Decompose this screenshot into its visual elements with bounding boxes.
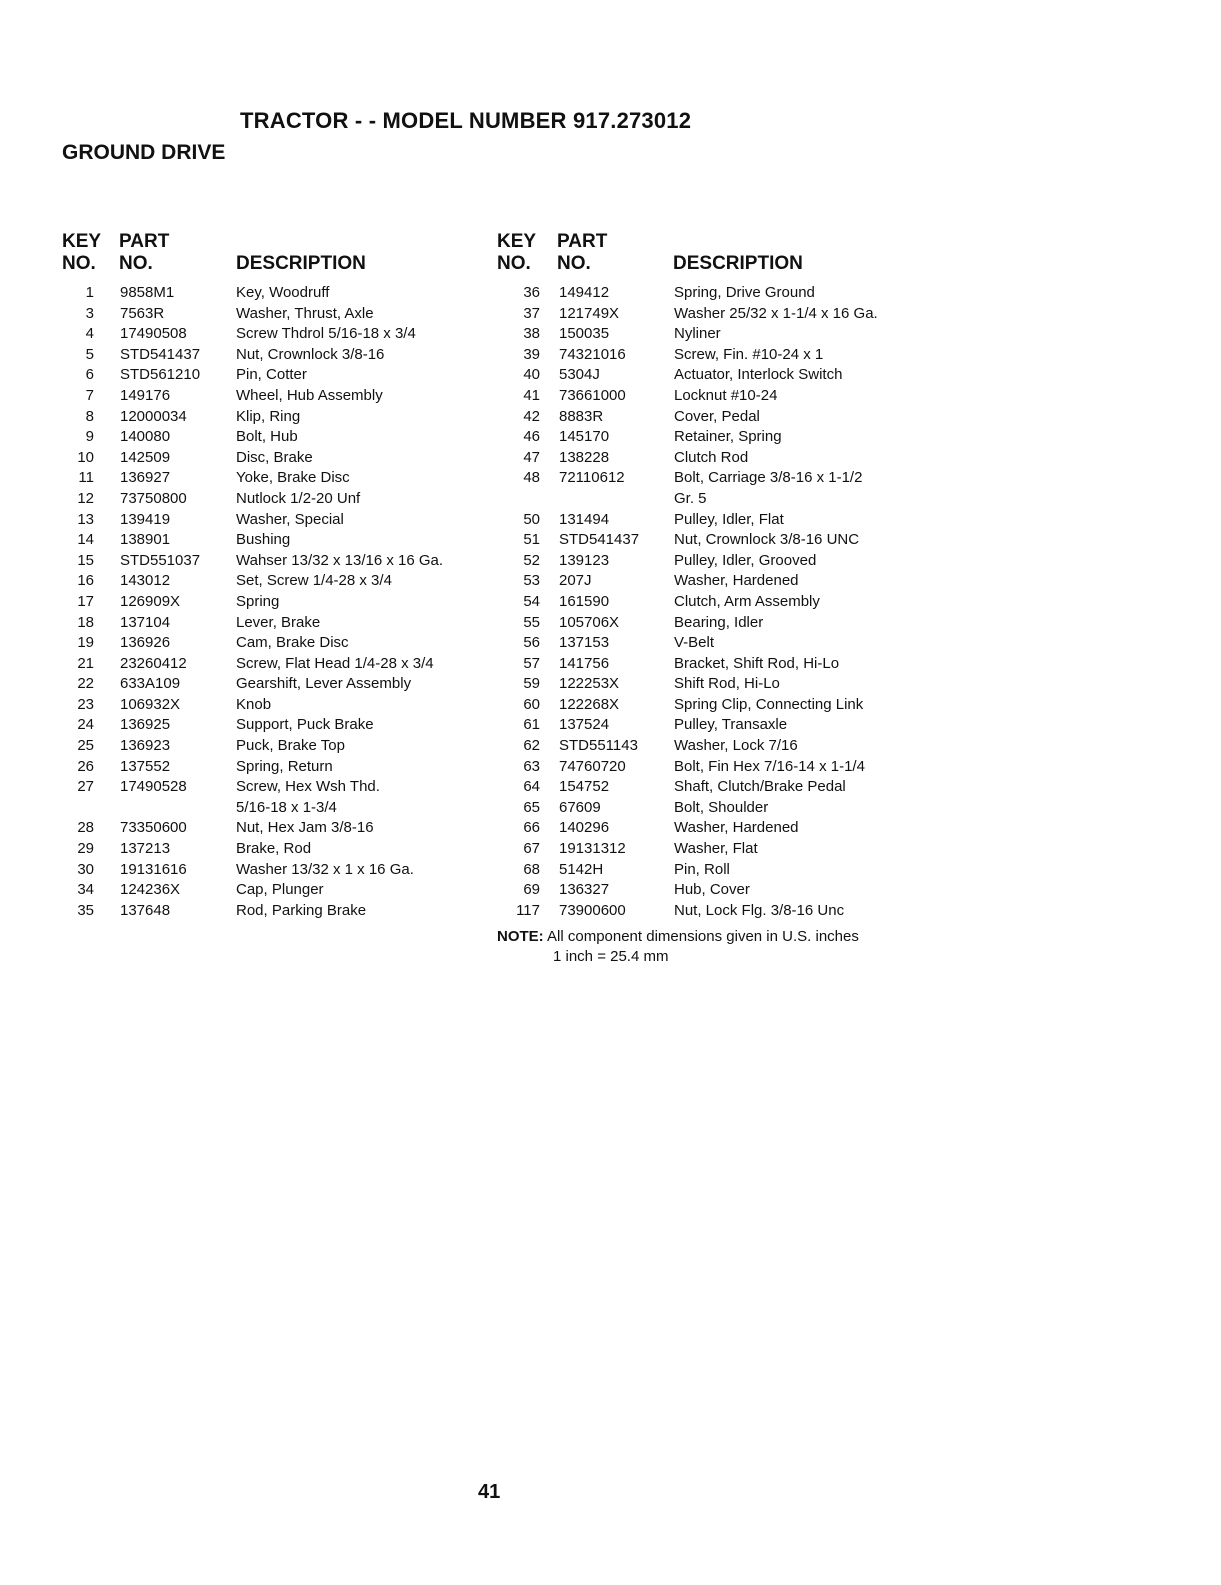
- part-description: Washer, Flat: [674, 840, 758, 858]
- table-row: [497, 283, 917, 304]
- part-description: Bearing, Idler: [674, 613, 764, 631]
- table-row: [497, 386, 917, 407]
- part-number: 139419: [120, 510, 171, 528]
- part-description: Hub, Cover: [674, 881, 750, 899]
- part-number: 105706X: [559, 613, 620, 631]
- part-number: 73661000: [559, 386, 626, 404]
- table-row: [497, 880, 917, 901]
- part-number: 138901: [120, 531, 171, 549]
- part-description: Screw, Fin. #10-24 x 1: [674, 345, 824, 363]
- table-row: [497, 777, 917, 798]
- part-number: 74760720: [559, 757, 626, 775]
- part-number: 5142H: [559, 860, 604, 878]
- part-description: Set, Screw 1/4-28 x 3/4: [236, 572, 392, 590]
- part-description: Pin, Roll: [674, 860, 730, 878]
- part-number: 67609: [559, 798, 601, 816]
- table-row: [497, 510, 917, 531]
- table-row: [62, 489, 482, 510]
- part-description: Wahser 13/32 x 13/16 x 16 Ga.: [236, 551, 444, 569]
- part-description: Screw Thdrol 5/16-18 x 3/4: [236, 325, 416, 343]
- part-no-label: NO.: [119, 253, 153, 274]
- part-number: 9858M1: [120, 284, 175, 301]
- table-row: [62, 654, 482, 675]
- table-row: [497, 592, 917, 613]
- part-number: 12000034: [120, 407, 187, 425]
- part-number: 17490528: [120, 778, 187, 796]
- part-number: 17490508: [120, 325, 187, 343]
- note-line-1: All component dimensions given in U.S. inches: [547, 928, 859, 945]
- key-number: 24: [77, 716, 94, 734]
- part-number: 19131312: [559, 840, 626, 858]
- key-number: 53: [523, 572, 540, 590]
- part-description: Lever, Brake: [236, 613, 321, 631]
- table-row: [497, 674, 917, 695]
- key-number: 1: [85, 284, 94, 301]
- part-description: Support, Puck Brake: [236, 716, 374, 734]
- table-row: [497, 860, 917, 881]
- table-row: [62, 613, 482, 634]
- key-number: 48: [523, 469, 540, 487]
- part-number: 137524: [559, 716, 610, 734]
- table-row: [497, 654, 917, 675]
- table-row: [497, 427, 917, 448]
- part-description: Puck, Brake Top: [236, 737, 345, 755]
- part-number: STD561210: [120, 366, 201, 384]
- table-row: [62, 674, 482, 695]
- part-number: 139123: [559, 551, 610, 569]
- part-number: 137153: [559, 634, 610, 652]
- part-number: 19131616: [120, 860, 187, 878]
- part-description: 5/16-18 x 1-3/4: [236, 798, 337, 816]
- key-number: 10: [77, 448, 94, 466]
- key-number: 5: [85, 345, 94, 363]
- note-label: NOTE:: [497, 928, 544, 945]
- part-description: Washer, Lock 7/16: [674, 737, 798, 755]
- table-row: [497, 695, 917, 716]
- part-description: Actuator, Interlock Switch: [674, 366, 843, 384]
- part-description: Retainer, Spring: [674, 428, 782, 446]
- key-number: 63: [523, 757, 540, 775]
- part-number: 137648: [120, 901, 171, 919]
- table-row: [62, 283, 482, 304]
- page-title: TRACTOR - - MODEL NUMBER 917.273012: [240, 108, 692, 133]
- part-description: Washer, Hardened: [674, 572, 799, 590]
- part-description: Disc, Brake: [236, 448, 313, 466]
- key-number: 23: [77, 695, 94, 713]
- table-row: [62, 818, 482, 839]
- part-number: STD541437: [559, 531, 640, 549]
- table-row: [62, 304, 482, 325]
- key-number: 16: [77, 572, 94, 590]
- part-description: Pulley, Transaxle: [674, 716, 788, 734]
- part-number: 121749X: [559, 304, 620, 322]
- part-description: Brake, Rod: [236, 840, 312, 858]
- table-row: [62, 736, 482, 757]
- part-description: Washer, Hardened: [674, 819, 799, 837]
- table-row: [62, 530, 482, 551]
- key-number: 117: [516, 901, 540, 919]
- table-row: [497, 757, 917, 778]
- part-description: Bushing: [236, 531, 291, 549]
- part-description: Spring, Drive Ground: [674, 284, 815, 301]
- part-description: Rod, Parking Brake: [236, 901, 367, 919]
- key-number: 62: [523, 737, 540, 755]
- part-description: Yoke, Brake Disc: [236, 469, 350, 487]
- key-number: 13: [77, 510, 94, 528]
- part-description: Screw, Flat Head 1/4-28 x 3/4: [236, 654, 434, 672]
- part-number: 7563R: [120, 304, 165, 322]
- part-description: Key, Woodruff: [236, 284, 330, 301]
- part-number: 137213: [120, 840, 171, 858]
- part-number: 138228: [559, 448, 610, 466]
- part-number: 136927: [120, 469, 171, 487]
- key-number: 28: [77, 819, 94, 837]
- part-description: Wheel, Hub Assembly: [236, 386, 383, 404]
- part-description: Gr. 5: [674, 489, 707, 507]
- part-number: 136925: [120, 716, 171, 734]
- key-number: 29: [77, 840, 94, 858]
- key-number: 21: [77, 654, 94, 672]
- table-row: [497, 304, 917, 325]
- table-row: [497, 571, 917, 592]
- key-number: 36: [523, 284, 540, 301]
- left-key-header: [62, 231, 101, 275]
- table-row: [62, 633, 482, 654]
- part-description: Nut, Lock Flg. 3/8-16 Unc: [674, 901, 845, 919]
- part-number: 142509: [120, 448, 171, 466]
- part-label: PART: [119, 231, 170, 252]
- part-number: 140080: [120, 428, 171, 446]
- table-row: [497, 551, 917, 572]
- table-row: [62, 324, 482, 345]
- part-number: 149176: [120, 386, 171, 404]
- table-row: [497, 345, 917, 366]
- key-number: 18: [77, 613, 94, 631]
- part-description: Shift Rod, Hi-Lo: [674, 675, 780, 693]
- table-row: [62, 715, 482, 736]
- part-number: 154752: [559, 778, 610, 796]
- right-parts-list: [497, 283, 917, 921]
- part-number: 72110612: [559, 469, 625, 487]
- part-description: Pulley, Idler, Flat: [674, 510, 784, 528]
- table-row: [62, 695, 482, 716]
- key-number: 51: [523, 531, 540, 549]
- part-number: 136923: [120, 737, 171, 755]
- key-number: 68: [523, 860, 540, 878]
- part-number: 145170: [559, 428, 610, 446]
- table-row: [497, 468, 917, 489]
- table-row: [497, 715, 917, 736]
- table-row: [497, 448, 917, 469]
- part-description: Spring Clip, Connecting Link: [674, 695, 864, 713]
- part-label: PART: [557, 231, 608, 252]
- key-number: 8: [85, 407, 94, 425]
- table-row: [497, 633, 917, 654]
- part-number: 207J: [559, 572, 592, 590]
- key-number: 65: [523, 798, 540, 816]
- key-number: 64: [523, 778, 540, 796]
- key-number: 9: [85, 428, 94, 446]
- key-number: 40: [523, 366, 540, 384]
- key-number: 37: [523, 304, 540, 322]
- left-description-header: DESCRIPTION: [236, 253, 366, 274]
- part-description: Washer, Special: [236, 510, 344, 528]
- key-number: 3: [85, 304, 94, 322]
- key-number: 22: [77, 675, 94, 693]
- table-row: [62, 468, 482, 489]
- part-description: Nut, Crownlock 3/8-16 UNC: [674, 531, 860, 549]
- part-description: Clutch Rod: [674, 448, 749, 466]
- table-row: [62, 571, 482, 592]
- part-description: Washer, Thrust, Axle: [236, 304, 374, 322]
- table-row: [62, 592, 482, 613]
- part-number: 126909X: [120, 592, 181, 610]
- part-description: V-Belt: [674, 634, 715, 652]
- part-description: Cam, Brake Disc: [236, 634, 349, 652]
- part-description: Washer 13/32 x 1 x 16 Ga.: [236, 860, 414, 878]
- key-number: 41: [523, 386, 540, 404]
- table-row: [497, 365, 917, 386]
- part-number: 161590: [559, 592, 610, 610]
- part-description: Bolt, Fin Hex 7/16-14 x 1-1/4: [674, 757, 865, 775]
- part-number: 122268X: [559, 695, 620, 713]
- part-description: Bolt, Carriage 3/8-16 x 1-1/2: [674, 469, 863, 487]
- part-description: Cover, Pedal: [674, 407, 760, 425]
- part-number: 122253X: [559, 675, 620, 693]
- part-number: 23260412: [120, 654, 187, 672]
- part-description: Spring, Return: [236, 757, 333, 775]
- note-line-2: 1 inch = 25.4 mm: [553, 948, 669, 965]
- table-row: [62, 839, 482, 860]
- table-row: [62, 860, 482, 881]
- key-number: 15: [77, 551, 94, 569]
- table-row: [62, 551, 482, 572]
- part-description: Shaft, Clutch/Brake Pedal: [674, 778, 846, 796]
- table-row: [497, 818, 917, 839]
- table-row: [62, 901, 482, 922]
- part-description: Bolt, Shoulder: [674, 798, 769, 816]
- key-number: 39: [523, 345, 540, 363]
- key-number: 19: [77, 634, 94, 652]
- key-number: 54: [523, 592, 540, 610]
- table-row: [62, 407, 482, 428]
- key-number: 17: [77, 592, 94, 610]
- table-row: [62, 386, 482, 407]
- part-number: 136926: [120, 634, 171, 652]
- table-row: [497, 530, 917, 551]
- key-number: 57: [523, 654, 540, 672]
- table-row: [62, 365, 482, 386]
- table-row: [497, 736, 917, 757]
- key-label: KEY: [497, 231, 537, 252]
- key-no-label: NO.: [62, 253, 96, 274]
- key-number: 60: [523, 695, 540, 713]
- table-row: [62, 798, 482, 819]
- part-number: STD551037: [120, 551, 201, 569]
- part-number: 131494: [559, 510, 610, 528]
- key-number: 7: [85, 386, 94, 404]
- table-row: [62, 777, 482, 798]
- part-number: 143012: [120, 572, 171, 590]
- part-description: Nutlock 1/2-20 Unf: [236, 489, 361, 507]
- key-number: 55: [523, 613, 540, 631]
- left-parts-list: [62, 283, 482, 921]
- key-number: 12: [77, 489, 94, 507]
- part-description: Gearshift, Lever Assembly: [236, 675, 412, 693]
- key-number: 42: [523, 407, 540, 425]
- part-number: 8883R: [559, 407, 604, 425]
- part-number: 5304J: [559, 366, 600, 384]
- part-number: STD541437: [120, 345, 201, 363]
- key-number: 35: [77, 901, 94, 919]
- part-number: 140296: [559, 819, 610, 837]
- key-number: 67: [523, 840, 540, 858]
- left-part-header: [119, 231, 169, 275]
- key-number: 47: [523, 448, 540, 466]
- part-number: 73750800: [120, 489, 187, 507]
- part-description: Nyliner: [674, 325, 721, 343]
- right-part-header: [557, 231, 607, 275]
- page-number: 41: [478, 1481, 501, 1503]
- key-number: 50: [523, 510, 540, 528]
- part-description: Pin, Cotter: [236, 366, 307, 384]
- key-no-label: NO.: [497, 253, 531, 274]
- part-number: 73350600: [120, 819, 187, 837]
- part-description: Bolt, Hub: [236, 428, 298, 446]
- key-number: 11: [78, 469, 94, 487]
- table-row: [497, 613, 917, 634]
- part-description: Bracket, Shift Rod, Hi-Lo: [674, 654, 840, 672]
- table-row: [62, 448, 482, 469]
- table-row: [497, 407, 917, 428]
- part-no-label: NO.: [557, 253, 591, 274]
- part-number: 106932X: [120, 695, 181, 713]
- key-number: 30: [77, 860, 94, 878]
- part-description: Pulley, Idler, Grooved: [674, 551, 817, 569]
- key-number: 61: [523, 716, 540, 734]
- right-description-header: DESCRIPTION: [673, 253, 803, 274]
- key-number: 4: [85, 325, 94, 343]
- part-number: 149412: [559, 284, 610, 301]
- part-number: 136327: [559, 881, 610, 899]
- key-number: 52: [523, 551, 540, 569]
- key-number: 34: [77, 881, 94, 899]
- part-number: 124236X: [120, 881, 181, 899]
- part-description: Screw, Hex Wsh Thd.: [236, 778, 380, 796]
- table-row: [497, 901, 917, 922]
- part-description: Clutch, Arm Assembly: [674, 592, 820, 610]
- part-description: Cap, Plunger: [236, 881, 324, 899]
- table-row: [497, 489, 917, 510]
- part-description: Klip, Ring: [236, 407, 301, 425]
- table-row: [497, 324, 917, 345]
- key-number: 69: [523, 881, 540, 899]
- key-number: 56: [523, 634, 540, 652]
- key-label: KEY: [62, 231, 102, 252]
- part-number: 137552: [120, 757, 171, 775]
- table-row: [62, 345, 482, 366]
- table-row: [497, 839, 917, 860]
- part-number: 150035: [559, 325, 610, 343]
- part-description: Knob: [236, 695, 272, 713]
- key-number: 26: [77, 757, 94, 775]
- key-number: 38: [523, 325, 540, 343]
- part-number: 141756: [559, 654, 610, 672]
- part-description: Spring: [236, 592, 280, 610]
- key-number: 25: [77, 737, 94, 755]
- section-title: GROUND DRIVE: [62, 141, 226, 164]
- note: [497, 927, 859, 967]
- part-description: Nut, Crownlock 3/8-16: [236, 345, 385, 363]
- part-description: Locknut #10-24: [674, 386, 778, 404]
- key-number: 59: [523, 675, 540, 693]
- key-number: 66: [523, 819, 540, 837]
- key-number: 14: [77, 531, 94, 549]
- key-number: 6: [85, 366, 94, 384]
- part-description: Nut, Hex Jam 3/8-16: [236, 819, 374, 837]
- key-number: 46: [523, 428, 540, 446]
- table-row: [62, 510, 482, 531]
- part-number: 137104: [120, 613, 171, 631]
- right-key-header: [497, 231, 536, 275]
- part-number: 633A109: [120, 675, 181, 693]
- table-row: [497, 798, 917, 819]
- table-row: [62, 880, 482, 901]
- part-number: 73900600: [559, 901, 626, 919]
- part-number: 74321016: [559, 345, 626, 363]
- part-number: STD551143: [559, 737, 638, 755]
- table-row: [62, 757, 482, 778]
- key-number: 27: [77, 778, 94, 796]
- table-row: [62, 427, 482, 448]
- part-description: Washer 25/32 x 1-1/4 x 16 Ga.: [674, 304, 878, 322]
